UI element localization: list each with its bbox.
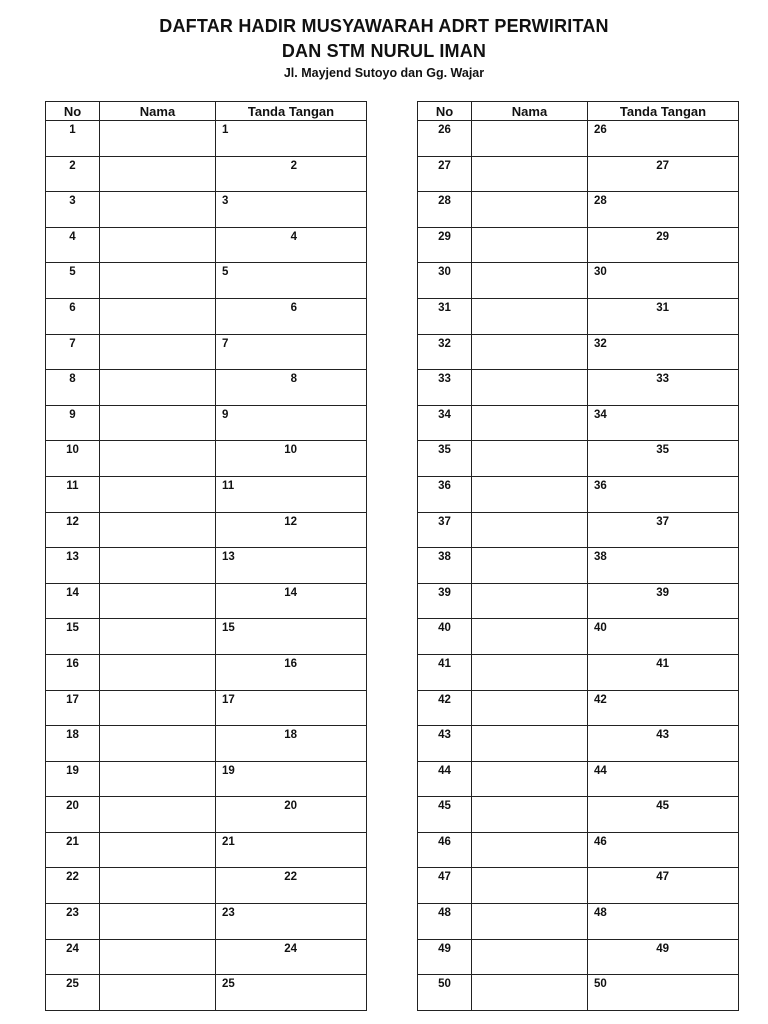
row-number: 32 bbox=[418, 334, 472, 370]
signature-cell[interactable]: 16 bbox=[216, 654, 367, 690]
table-row bbox=[46, 298, 367, 334]
signature-cell[interactable]: 27 bbox=[588, 156, 739, 192]
signature-cell[interactable]: 6 bbox=[216, 298, 367, 334]
signature-cell[interactable]: 26 bbox=[588, 121, 739, 157]
signature-cell[interactable]: 17 bbox=[216, 690, 367, 726]
row-number: 23 bbox=[46, 904, 100, 940]
table-row bbox=[418, 263, 739, 299]
row-number: 26 bbox=[418, 121, 472, 157]
address-subtitle: Jl. Mayjend Sutoyo dan Gg. Wajar bbox=[283, 66, 485, 80]
signature-cell[interactable]: 18 bbox=[216, 726, 367, 762]
row-number: 10 bbox=[46, 441, 100, 477]
table-row bbox=[46, 868, 367, 904]
signature-cell[interactable]: 32 bbox=[588, 334, 739, 370]
row-number: 19 bbox=[46, 761, 100, 797]
table-row bbox=[46, 583, 367, 619]
name-cell[interactable] bbox=[100, 583, 216, 619]
row-number: 27 bbox=[418, 156, 472, 192]
table-row bbox=[418, 690, 739, 726]
table-row bbox=[46, 121, 367, 157]
header-tanda-tangan: Tanda Tangan bbox=[216, 102, 367, 121]
name-cell[interactable] bbox=[472, 619, 588, 655]
row-number: 31 bbox=[418, 298, 472, 334]
signature-cell[interactable]: 50 bbox=[588, 975, 739, 1011]
signature-cell[interactable]: 8 bbox=[216, 370, 367, 406]
table-row bbox=[418, 227, 739, 263]
table-row bbox=[46, 726, 367, 762]
row-number: 22 bbox=[46, 868, 100, 904]
table-row bbox=[418, 654, 739, 690]
signature-cell[interactable]: 38 bbox=[588, 548, 739, 584]
table-row bbox=[418, 619, 739, 655]
row-number: 25 bbox=[46, 975, 100, 1011]
signature-cell[interactable]: 47 bbox=[588, 868, 739, 904]
signature-cell[interactable]: 9 bbox=[216, 405, 367, 441]
signature-cell[interactable]: 5 bbox=[216, 263, 367, 299]
row-number: 35 bbox=[418, 441, 472, 477]
row-number: 5 bbox=[46, 263, 100, 299]
name-cell[interactable] bbox=[472, 904, 588, 940]
signature-cell[interactable]: 33 bbox=[588, 370, 739, 406]
signature-cell[interactable]: 37 bbox=[588, 512, 739, 548]
table-row bbox=[418, 192, 739, 228]
signature-cell[interactable]: 28 bbox=[588, 192, 739, 228]
signature-cell[interactable]: 44 bbox=[588, 761, 739, 797]
signature-cell[interactable]: 24 bbox=[216, 939, 367, 975]
page-title-line2: DAN STM NURUL IMAN bbox=[281, 41, 487, 61]
table-row bbox=[418, 476, 739, 512]
table-row bbox=[418, 156, 739, 192]
signature-cell[interactable]: 41 bbox=[588, 654, 739, 690]
name-cell[interactable] bbox=[100, 156, 216, 192]
name-cell[interactable] bbox=[472, 939, 588, 975]
row-number: 30 bbox=[418, 263, 472, 299]
signature-cell[interactable]: 43 bbox=[588, 726, 739, 762]
row-number: 7 bbox=[46, 334, 100, 370]
signature-cell[interactable]: 42 bbox=[588, 690, 739, 726]
row-number: 49 bbox=[418, 939, 472, 975]
signature-cell[interactable]: 25 bbox=[216, 975, 367, 1011]
signature-cell[interactable]: 21 bbox=[216, 832, 367, 868]
signature-cell[interactable]: 11 bbox=[216, 476, 367, 512]
table-row bbox=[418, 334, 739, 370]
row-number: 41 bbox=[418, 654, 472, 690]
page-title-line1: DAFTAR HADIR MUSYAWARAH ADRT PERWIRITAN bbox=[159, 16, 609, 36]
row-number: 42 bbox=[418, 690, 472, 726]
signature-cell[interactable]: 4 bbox=[216, 227, 367, 263]
name-cell[interactable] bbox=[100, 334, 216, 370]
signature-cell[interactable]: 45 bbox=[588, 797, 739, 833]
table-row bbox=[46, 476, 367, 512]
table-row bbox=[418, 441, 739, 477]
table-row bbox=[46, 405, 367, 441]
name-cell[interactable] bbox=[100, 298, 216, 334]
signature-cell[interactable]: 12 bbox=[216, 512, 367, 548]
name-cell[interactable] bbox=[100, 548, 216, 584]
table-row bbox=[46, 761, 367, 797]
row-number: 13 bbox=[46, 548, 100, 584]
name-cell[interactable] bbox=[472, 192, 588, 228]
signature-cell[interactable]: 39 bbox=[588, 583, 739, 619]
name-cell[interactable] bbox=[100, 904, 216, 940]
row-number: 40 bbox=[418, 619, 472, 655]
name-cell[interactable] bbox=[100, 975, 216, 1011]
row-number: 6 bbox=[46, 298, 100, 334]
signature-cell[interactable]: 46 bbox=[588, 832, 739, 868]
table-row bbox=[418, 975, 739, 1011]
row-number: 12 bbox=[46, 512, 100, 548]
table-row bbox=[418, 298, 739, 334]
name-cell[interactable] bbox=[100, 263, 216, 299]
table-row bbox=[418, 761, 739, 797]
row-number: 33 bbox=[418, 370, 472, 406]
name-cell[interactable] bbox=[100, 690, 216, 726]
row-number: 37 bbox=[418, 512, 472, 548]
signature-cell[interactable]: 36 bbox=[588, 476, 739, 512]
table-row bbox=[46, 512, 367, 548]
row-number: 48 bbox=[418, 904, 472, 940]
signature-cell[interactable]: 22 bbox=[216, 868, 367, 904]
name-cell[interactable] bbox=[472, 512, 588, 548]
name-cell[interactable] bbox=[100, 868, 216, 904]
attendance-table-right bbox=[417, 101, 739, 1011]
name-cell[interactable] bbox=[472, 298, 588, 334]
name-cell[interactable] bbox=[472, 263, 588, 299]
table-row bbox=[46, 797, 367, 833]
signature-cell[interactable]: 1 bbox=[216, 121, 367, 157]
name-cell[interactable] bbox=[100, 476, 216, 512]
row-number: 18 bbox=[46, 726, 100, 762]
name-cell[interactable] bbox=[100, 761, 216, 797]
name-cell[interactable] bbox=[472, 121, 588, 157]
name-cell[interactable] bbox=[100, 654, 216, 690]
signature-cell[interactable]: 31 bbox=[588, 298, 739, 334]
row-number: 45 bbox=[418, 797, 472, 833]
attendance-table-left bbox=[45, 101, 367, 1011]
table-row bbox=[46, 156, 367, 192]
name-cell[interactable] bbox=[100, 405, 216, 441]
table-row bbox=[46, 619, 367, 655]
row-number: 20 bbox=[46, 797, 100, 833]
row-number: 11 bbox=[46, 476, 100, 512]
header-no: No bbox=[46, 102, 100, 121]
name-cell[interactable] bbox=[472, 548, 588, 584]
row-number: 28 bbox=[418, 192, 472, 228]
name-cell[interactable] bbox=[472, 690, 588, 726]
signature-cell[interactable]: 13 bbox=[216, 548, 367, 584]
signature-cell[interactable]: 10 bbox=[216, 441, 367, 477]
table-row bbox=[46, 939, 367, 975]
row-number: 17 bbox=[46, 690, 100, 726]
table-row bbox=[46, 441, 367, 477]
table-row bbox=[46, 334, 367, 370]
name-cell[interactable] bbox=[100, 832, 216, 868]
table-row bbox=[418, 548, 739, 584]
name-cell[interactable] bbox=[472, 405, 588, 441]
header-nama: Nama bbox=[100, 102, 216, 121]
name-cell[interactable] bbox=[100, 512, 216, 548]
name-cell[interactable] bbox=[472, 832, 588, 868]
name-cell[interactable] bbox=[100, 619, 216, 655]
table-row bbox=[418, 726, 739, 762]
name-cell[interactable] bbox=[472, 797, 588, 833]
table-header-row bbox=[418, 102, 739, 121]
name-cell[interactable] bbox=[100, 726, 216, 762]
name-cell[interactable] bbox=[100, 227, 216, 263]
header-nama: Nama bbox=[472, 102, 588, 121]
name-cell[interactable] bbox=[472, 868, 588, 904]
signature-cell[interactable]: 29 bbox=[588, 227, 739, 263]
table-row bbox=[46, 370, 367, 406]
row-number: 14 bbox=[46, 583, 100, 619]
header-tanda-tangan: Tanda Tangan bbox=[588, 102, 739, 121]
row-number: 47 bbox=[418, 868, 472, 904]
signature-cell[interactable]: 23 bbox=[216, 904, 367, 940]
signature-cell[interactable]: 14 bbox=[216, 583, 367, 619]
row-number: 21 bbox=[46, 832, 100, 868]
name-cell[interactable] bbox=[472, 975, 588, 1011]
table-row bbox=[46, 654, 367, 690]
table-row bbox=[418, 797, 739, 833]
name-cell[interactable] bbox=[472, 227, 588, 263]
row-number: 16 bbox=[46, 654, 100, 690]
name-cell[interactable] bbox=[472, 370, 588, 406]
row-number: 50 bbox=[418, 975, 472, 1011]
row-number: 1 bbox=[46, 121, 100, 157]
table-row bbox=[418, 512, 739, 548]
row-number: 24 bbox=[46, 939, 100, 975]
table-row bbox=[46, 975, 367, 1011]
signature-cell[interactable]: 48 bbox=[588, 904, 739, 940]
name-cell[interactable] bbox=[100, 797, 216, 833]
name-cell[interactable] bbox=[472, 761, 588, 797]
name-cell[interactable] bbox=[100, 441, 216, 477]
signature-cell[interactable]: 49 bbox=[588, 939, 739, 975]
table-row bbox=[418, 868, 739, 904]
row-number: 34 bbox=[418, 405, 472, 441]
signature-cell[interactable]: 7 bbox=[216, 334, 367, 370]
name-cell[interactable] bbox=[472, 156, 588, 192]
name-cell[interactable] bbox=[100, 939, 216, 975]
signature-cell[interactable]: 35 bbox=[588, 441, 739, 477]
name-cell[interactable] bbox=[472, 334, 588, 370]
name-cell[interactable] bbox=[472, 441, 588, 477]
row-number: 46 bbox=[418, 832, 472, 868]
table-row bbox=[418, 405, 739, 441]
table-row bbox=[46, 904, 367, 940]
row-number: 44 bbox=[418, 761, 472, 797]
table-row bbox=[46, 263, 367, 299]
row-number: 29 bbox=[418, 227, 472, 263]
name-cell[interactable] bbox=[100, 192, 216, 228]
table-row bbox=[418, 904, 739, 940]
row-number: 36 bbox=[418, 476, 472, 512]
name-cell[interactable] bbox=[472, 654, 588, 690]
table-row bbox=[418, 121, 739, 157]
signature-cell[interactable]: 2 bbox=[216, 156, 367, 192]
header-no: No bbox=[418, 102, 472, 121]
table-row bbox=[418, 370, 739, 406]
row-number: 4 bbox=[46, 227, 100, 263]
row-number: 38 bbox=[418, 548, 472, 584]
table-row bbox=[418, 832, 739, 868]
row-number: 15 bbox=[46, 619, 100, 655]
table-row bbox=[418, 583, 739, 619]
name-cell[interactable] bbox=[472, 583, 588, 619]
signature-cell[interactable]: 30 bbox=[588, 263, 739, 299]
name-cell[interactable] bbox=[100, 370, 216, 406]
name-cell[interactable] bbox=[472, 726, 588, 762]
signature-cell[interactable]: 15 bbox=[216, 619, 367, 655]
signature-cell[interactable]: 34 bbox=[588, 405, 739, 441]
signature-cell[interactable]: 20 bbox=[216, 797, 367, 833]
signature-cell[interactable]: 19 bbox=[216, 761, 367, 797]
row-number: 2 bbox=[46, 156, 100, 192]
table-row bbox=[46, 192, 367, 228]
row-number: 9 bbox=[46, 405, 100, 441]
table-row bbox=[46, 227, 367, 263]
name-cell[interactable] bbox=[472, 476, 588, 512]
table-header-row bbox=[46, 102, 367, 121]
name-cell[interactable] bbox=[100, 121, 216, 157]
row-number: 8 bbox=[46, 370, 100, 406]
signature-cell[interactable]: 40 bbox=[588, 619, 739, 655]
signature-cell[interactable]: 3 bbox=[216, 192, 367, 228]
row-number: 3 bbox=[46, 192, 100, 228]
table-row bbox=[418, 939, 739, 975]
table-row bbox=[46, 832, 367, 868]
table-row bbox=[46, 690, 367, 726]
row-number: 43 bbox=[418, 726, 472, 762]
row-number: 39 bbox=[418, 583, 472, 619]
table-row bbox=[46, 548, 367, 584]
